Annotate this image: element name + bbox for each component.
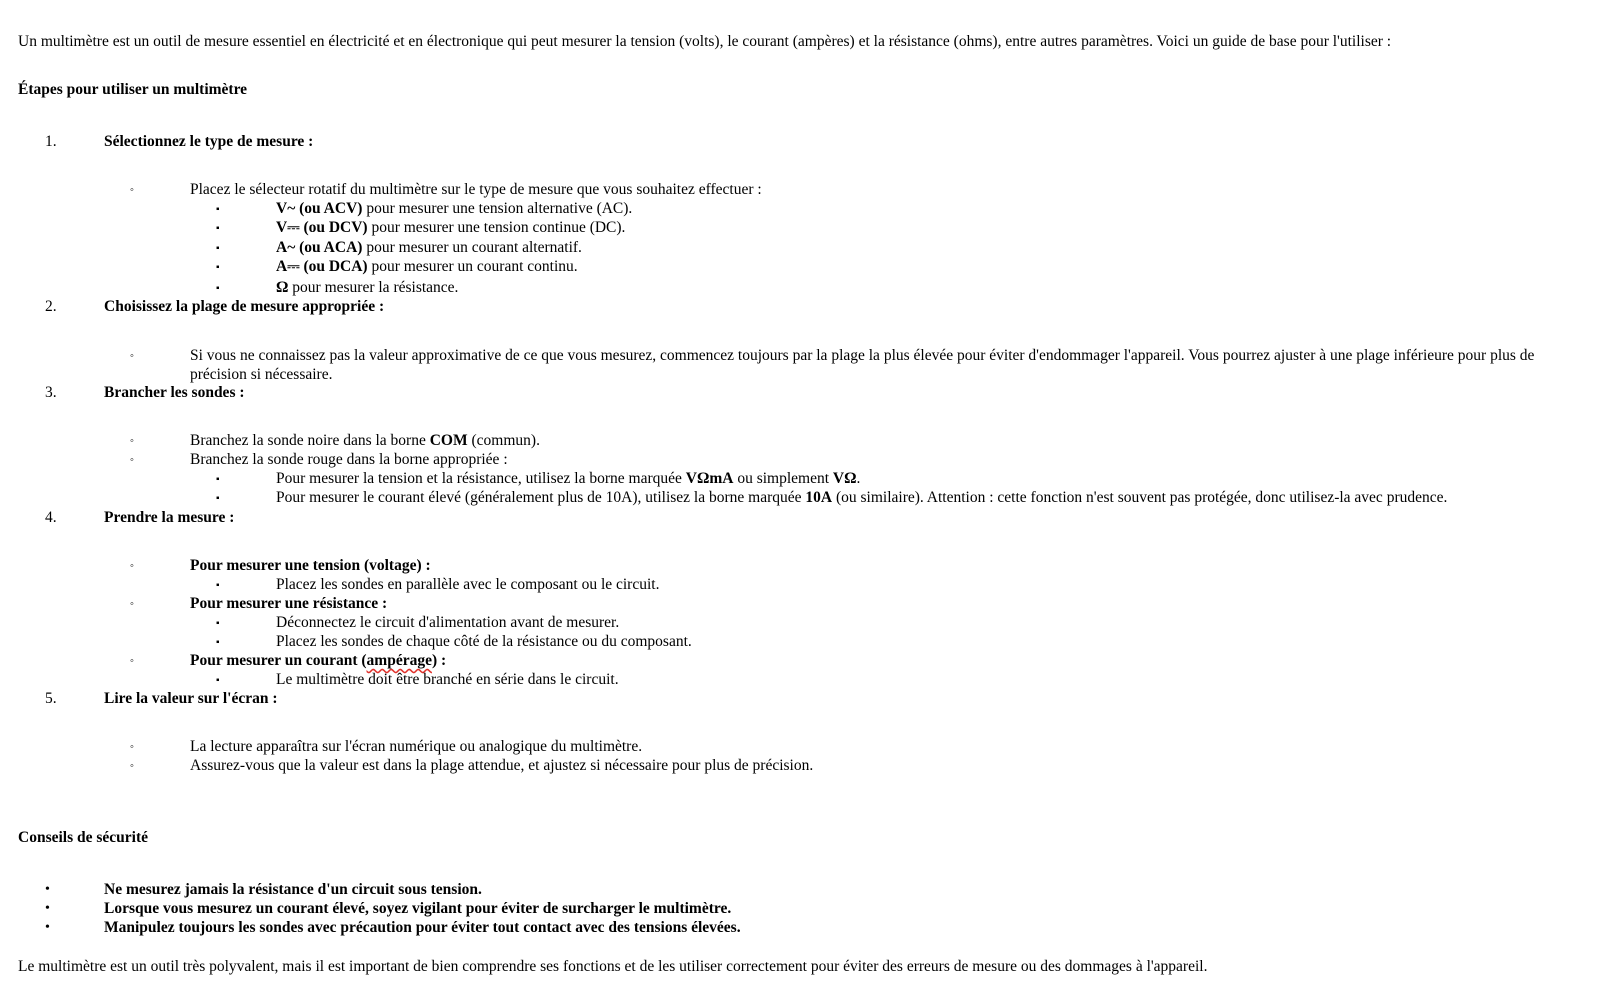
list-item: La lecture apparaîtra sur l'écran numérique ou analogique du multimètre. bbox=[190, 738, 643, 755]
list-item: Pour mesurer la tension et la résistance, utilisez la borne marquée VΩmA ou simplement VΩ. bbox=[276, 470, 861, 487]
step-title: Brancher les sondes : bbox=[104, 384, 245, 401]
list-item: Ω pour mesurer la résistance. bbox=[276, 279, 459, 296]
bullet-square: ▪ bbox=[216, 675, 220, 686]
list-item: Pour mesurer le courant élevé (généralement plus de 10A), utilisez la borne marquée 10A (ou similaire). Attention : cette fonction n'est souvent pas protégée, donc utilisez-la avec prudence. bbox=[276, 489, 1448, 506]
list-item: Branchez la sonde noire dans la borne COM (commun). bbox=[190, 432, 540, 449]
bullet-circle: ◦ bbox=[130, 741, 134, 753]
bullet-square: ▪ bbox=[216, 283, 220, 294]
bullet-circle: ◦ bbox=[130, 184, 134, 196]
safety-item: Manipulez toujours les sondes avec précaution pour éviter tout contact avec des tensions élevées. bbox=[104, 919, 741, 936]
step-number: 5. bbox=[45, 690, 57, 707]
section-title-safety: Conseils de sécurité bbox=[18, 829, 149, 846]
bullet-circle: ◦ bbox=[130, 560, 134, 572]
conclusion-paragraph: Le multimètre est un outil très polyvalent, mais il est important de bien comprendre ses fonctions et de les utiliser correctement pour éviter des erreurs de mesure ou des dommages à l'appareil. bbox=[18, 958, 1208, 975]
list-item: Pour mesurer une résistance : bbox=[190, 595, 388, 612]
list-item: Pour mesurer une tension (voltage) : bbox=[190, 557, 431, 574]
bullet-square: ▪ bbox=[216, 493, 220, 504]
safety-item: Ne mesurez jamais la résistance d'un circuit sous tension. bbox=[104, 881, 482, 898]
bullet-circle: ◦ bbox=[130, 435, 134, 447]
list-item: Déconnectez le circuit d'alimentation avant de mesurer. bbox=[276, 614, 620, 631]
intro-paragraph: Un multimètre est un outil de mesure essentiel en électricité et en électronique qui peut mesurer la tension (volts), le courant (ampères) et la résistance (ohms), entre autres paramètres. Voici un guide de base pour l'utiliser : bbox=[18, 33, 1392, 50]
bullet-square: ▪ bbox=[216, 618, 220, 629]
bullet-dot: • bbox=[45, 920, 50, 935]
list-item: Pour mesurer un courant (ampérage) : bbox=[190, 652, 447, 669]
step-number: 4. bbox=[45, 509, 57, 526]
list-item: Placez les sondes de chaque côté de la résistance ou du composant. bbox=[276, 633, 692, 650]
list-item: A~ (ou ACA) pour mesurer un courant alternatif. bbox=[276, 239, 582, 256]
bullet-square: ▪ bbox=[216, 223, 220, 234]
section-title-steps: Étapes pour utiliser un multimètre bbox=[18, 81, 248, 98]
bullet-circle: ◦ bbox=[130, 350, 134, 362]
list-item: Placez les sondes en parallèle avec le composant ou le circuit. bbox=[276, 576, 660, 593]
step1-instruction: Placez le sélecteur rotatif du multimètre sur le type de mesure que vous souhaitez effectuer : bbox=[190, 181, 762, 198]
bullet-dot: • bbox=[45, 882, 50, 897]
list-item: A⎓ (ou DCA) pour mesurer un courant continu. bbox=[276, 258, 578, 275]
list-item: Assurez-vous que la valeur est dans la plage attendue, et ajustez si nécessaire pour plus de précision. bbox=[190, 757, 814, 774]
bullet-square: ▪ bbox=[216, 637, 220, 648]
bullet-dot: • bbox=[45, 901, 50, 916]
list-item: V⎓ (ou DCV) pour mesurer une tension continue (DC). bbox=[276, 219, 626, 236]
safety-item: Lorsque vous mesurez un courant élevé, soyez vigilant pour éviter de surcharger le multimètre. bbox=[104, 900, 732, 917]
step-title: Choisissez la plage de mesure appropriée : bbox=[104, 298, 385, 315]
step-title: Lire la valeur sur l'écran : bbox=[104, 690, 278, 707]
bullet-square: ▪ bbox=[216, 204, 220, 215]
list-item: Le multimètre doit être branché en série dans le circuit. bbox=[276, 671, 619, 688]
bullet-square: ▪ bbox=[216, 243, 220, 254]
step-number: 1. bbox=[45, 133, 57, 150]
bullet-square: ▪ bbox=[216, 580, 220, 591]
step2-instruction: Si vous ne connaissez pas la valeur approximative de ce que vous mesurez, commencez toujours par la plage la plus élevée pour éviter d'endommager l'appareil. Vous pourrez ajuster à une plage inférieure pour plus de précision si nécessaire. bbox=[190, 347, 1535, 383]
step-title: Sélectionnez le type de mesure : bbox=[104, 133, 314, 150]
bullet-circle: ◦ bbox=[130, 655, 134, 667]
bullet-circle: ◦ bbox=[130, 598, 134, 610]
bullet-square: ▪ bbox=[216, 262, 220, 273]
list-item: Branchez la sonde rouge dans la borne appropriée : bbox=[190, 451, 508, 468]
spellcheck-word[interactable]: ampérage bbox=[366, 652, 432, 669]
step-title: Prendre la mesure : bbox=[104, 509, 235, 526]
bullet-square: ▪ bbox=[216, 474, 220, 485]
bullet-circle: ◦ bbox=[130, 760, 134, 772]
step-number: 3. bbox=[45, 384, 57, 401]
list-item: V~ (ou ACV) pour mesurer une tension alternative (AC). bbox=[276, 200, 633, 217]
step-number: 2. bbox=[45, 298, 57, 315]
bullet-circle: ◦ bbox=[130, 454, 134, 466]
